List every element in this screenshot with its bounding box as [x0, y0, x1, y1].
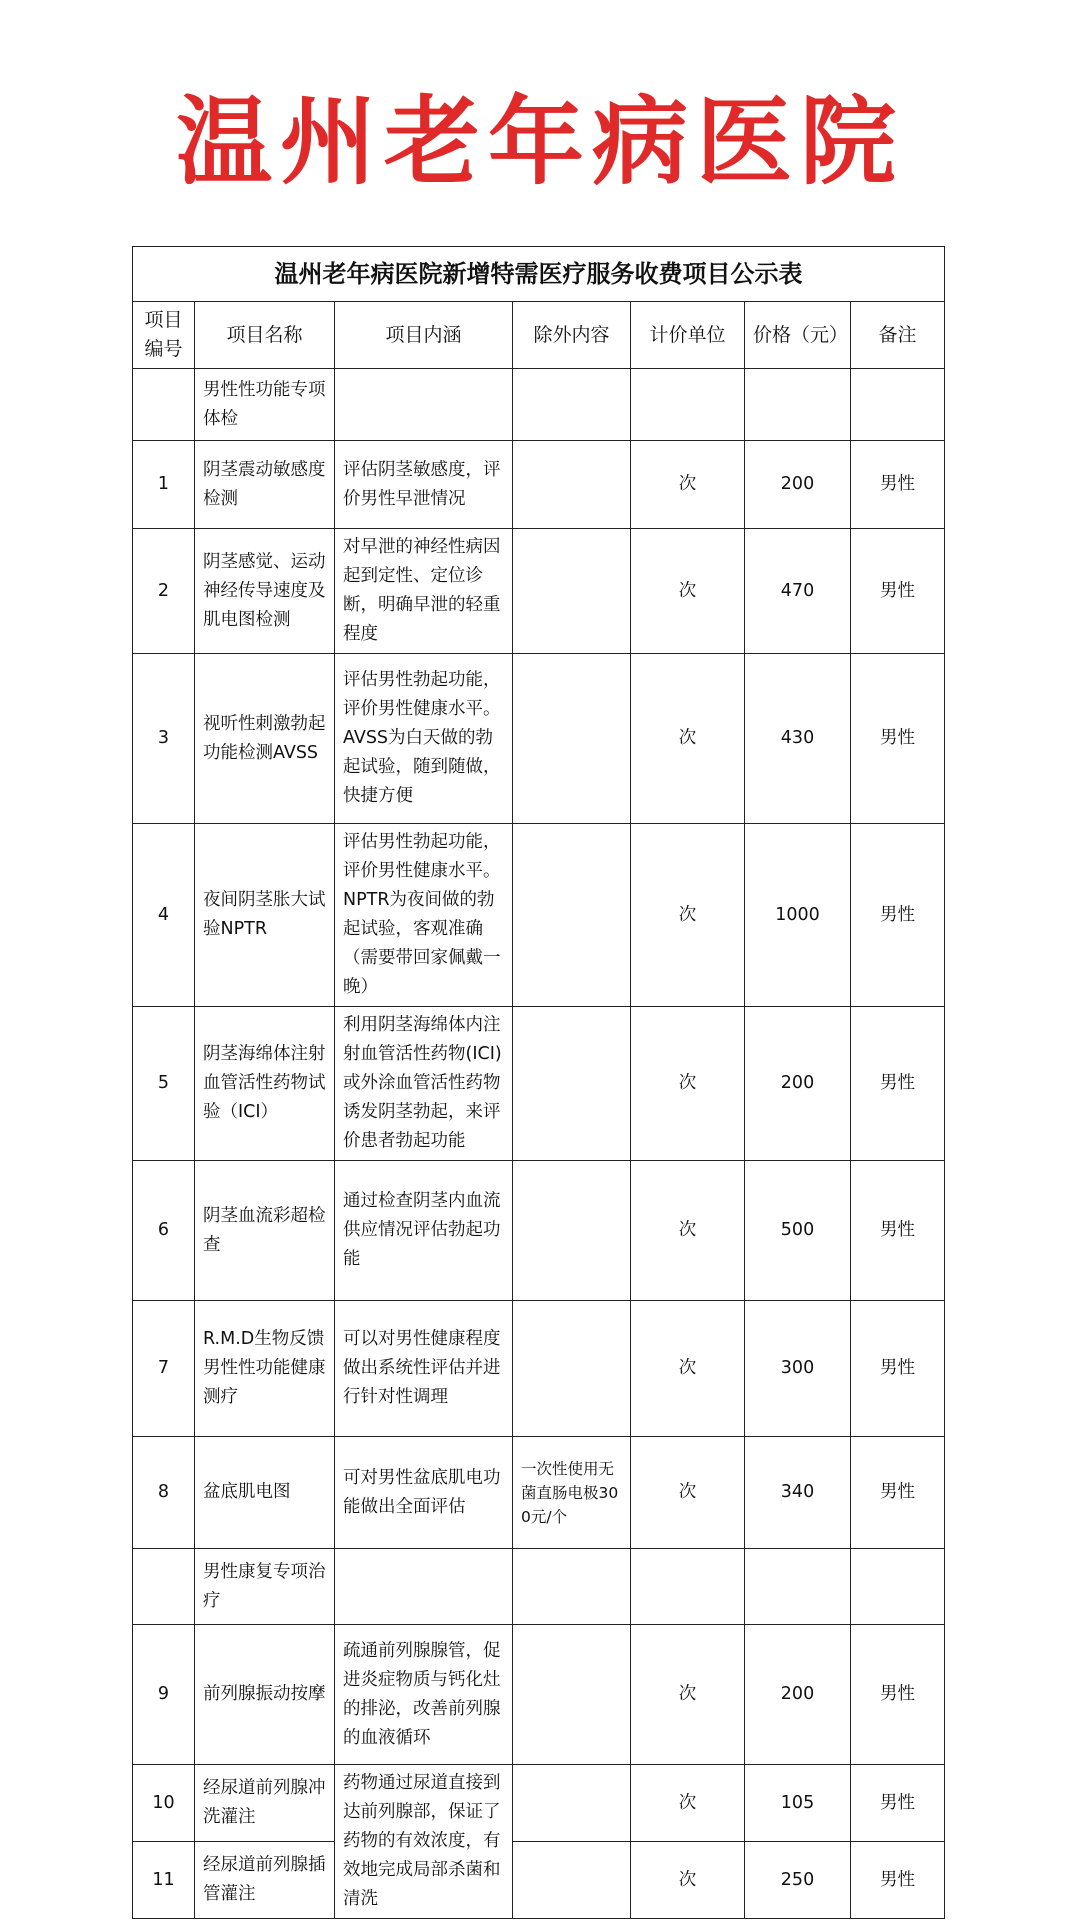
- table-cell: 次: [631, 529, 745, 654]
- table-cell: 视听性刺激勃起功能检测AVSS: [195, 654, 335, 824]
- header-no: 项目编号: [133, 302, 195, 369]
- table-cell: 2: [133, 529, 195, 654]
- table-cell: [513, 441, 631, 529]
- header-name: 项目名称: [195, 302, 335, 369]
- table-row: [133, 1842, 945, 1919]
- table-row: [133, 1437, 945, 1549]
- table-row: [133, 529, 945, 654]
- table-cell: 男性: [851, 1765, 945, 1842]
- table-cell: [513, 1842, 631, 1919]
- table-cell: [513, 1765, 631, 1842]
- section-row: [133, 1549, 945, 1625]
- table-cell: 阴茎血流彩超检查: [195, 1161, 335, 1301]
- table-cell: 男性: [851, 1161, 945, 1301]
- table-cell: [513, 1625, 631, 1765]
- header-desc: 项目内涵: [335, 302, 513, 369]
- table-row: [133, 1161, 945, 1301]
- table-cell: [851, 369, 945, 441]
- table-cell: 男性: [851, 441, 945, 529]
- table-row: [133, 441, 945, 529]
- table-cell: [513, 1161, 631, 1301]
- table-cell: 1000: [745, 824, 851, 1007]
- table-cell: 可对男性盆底肌电功能做出全面评估: [335, 1437, 513, 1549]
- header-exclusion: 除外内容: [513, 302, 631, 369]
- header-row: [133, 302, 945, 369]
- table-cell: [513, 369, 631, 441]
- table-cell: 430: [745, 654, 851, 824]
- table-cell: 疏通前列腺腺管，促进炎症物质与钙化灶的排泌，改善前列腺的血液循环: [335, 1625, 513, 1765]
- table-cell: 次: [631, 654, 745, 824]
- table-cell: 次: [631, 441, 745, 529]
- section-label: 男性性功能专项体检: [195, 369, 335, 441]
- table-cell: 阴茎震动敏感度检测: [195, 441, 335, 529]
- table-cell: 药物通过尿道直接到达前列腺部，保证了药物的有效浓度，有效地完成局部杀菌和清洗: [335, 1765, 513, 1919]
- table-cell: 利用阴茎海绵体内注射血管活性药物(ICI)或外涂血管活性药物诱发阴茎勃起，来评价患者勃起功能: [335, 1007, 513, 1161]
- table-cell: 男性: [851, 1842, 945, 1919]
- table-cell: 250: [745, 1842, 851, 1919]
- section-label: 男性康复专项治疗: [195, 1549, 335, 1625]
- table-row: [133, 1301, 945, 1437]
- table-cell: 次: [631, 824, 745, 1007]
- table-cell: 通过检查阴茎内血流供应情况评估勃起功能: [335, 1161, 513, 1301]
- table-cell: 300: [745, 1301, 851, 1437]
- table-cell: 男性: [851, 1625, 945, 1765]
- table-cell: 200: [745, 441, 851, 529]
- table-cell: 470: [745, 529, 851, 654]
- table-cell: 男性: [851, 654, 945, 824]
- table-cell: 1: [133, 441, 195, 529]
- table-cell: [513, 1549, 631, 1625]
- table-cell: [851, 1549, 945, 1625]
- table-cell: 阴茎海绵体注射血管活性药物试验（ICI）: [195, 1007, 335, 1161]
- table-cell: R.M.D生物反馈男性性功能健康测疗: [195, 1301, 335, 1437]
- table-cell: 前列腺振动按摩: [195, 1625, 335, 1765]
- table-cell: 4: [133, 824, 195, 1007]
- table-cell: [335, 1549, 513, 1625]
- table-cell: 阴茎感觉、运动神经传导速度及肌电图检测: [195, 529, 335, 654]
- table-cell: 次: [631, 1842, 745, 1919]
- table-cell: 男性: [851, 1301, 945, 1437]
- table-cell: 评估男性勃起功能，评价男性健康水平。NPTR为夜间做的勃起试验，客观准确（需要带回家佩戴一晚）: [335, 824, 513, 1007]
- table-cell: 次: [631, 1765, 745, 1842]
- table-cell: 6: [133, 1161, 195, 1301]
- table-row: [133, 1765, 945, 1842]
- table-cell: 男性: [851, 824, 945, 1007]
- table-cell: 7: [133, 1301, 195, 1437]
- table-cell: [631, 1549, 745, 1625]
- table-cell: [513, 529, 631, 654]
- table-cell: 次: [631, 1007, 745, 1161]
- section-row: [133, 369, 945, 441]
- table-row: [133, 1007, 945, 1161]
- table-row: [133, 654, 945, 824]
- table-cell: [745, 1549, 851, 1625]
- table-cell: 105: [745, 1765, 851, 1842]
- table-cell: 9: [133, 1625, 195, 1765]
- table-cell: [513, 1301, 631, 1437]
- table-cell: [133, 1549, 195, 1625]
- table-cell: 可以对男性健康程度做出系统性评估并进行针对性调理: [335, 1301, 513, 1437]
- table-cell: 3: [133, 654, 195, 824]
- table-cell: 经尿道前列腺插管灌注: [195, 1842, 335, 1919]
- table-cell: 评估男性勃起功能，评价男性健康水平。AVSS为白天做的勃起试验，随到随做，快捷方便: [335, 654, 513, 824]
- table-cell: [631, 369, 745, 441]
- table-cell: 次: [631, 1161, 745, 1301]
- table-cell: 500: [745, 1161, 851, 1301]
- table-cell: 夜间阴茎胀大试验NPTR: [195, 824, 335, 1007]
- header-unit: 计价单位: [631, 302, 745, 369]
- fee-table: [132, 246, 945, 1919]
- table-cell: [745, 369, 851, 441]
- table-cell: 男性: [851, 529, 945, 654]
- table-cell: 次: [631, 1437, 745, 1549]
- table-cell: 经尿道前列腺冲洗灌注: [195, 1765, 335, 1842]
- table-cell: 200: [745, 1625, 851, 1765]
- table-cell: 340: [745, 1437, 851, 1549]
- table-cell: 200: [745, 1007, 851, 1161]
- table-row: [133, 1625, 945, 1765]
- header-price: 价格（元）: [745, 302, 851, 369]
- table-cell: 11: [133, 1842, 195, 1919]
- table-cell: 次: [631, 1625, 745, 1765]
- table-cell: 8: [133, 1437, 195, 1549]
- table-cell: 盆底肌电图: [195, 1437, 335, 1549]
- table-cell: 对早泄的神经性病因起到定性、定位诊断，明确早泄的轻重程度: [335, 529, 513, 654]
- table-title: 温州老年病医院新增特需医疗服务收费项目公示表: [132, 246, 945, 301]
- table-cell: [513, 824, 631, 1007]
- table-cell: [133, 369, 195, 441]
- table-row: [133, 824, 945, 1007]
- header-remark: 备注: [851, 302, 945, 369]
- table-cell: 男性: [851, 1007, 945, 1161]
- table-cell: 评估阴茎敏感度，评价男性早泄情况: [335, 441, 513, 529]
- hospital-name: 温州老年病医院: [176, 85, 904, 198]
- table-cell: [513, 654, 631, 824]
- table-cell: [513, 1007, 631, 1161]
- table-cell: 10: [133, 1765, 195, 1842]
- table-cell: 男性: [851, 1437, 945, 1549]
- table-cell: 5: [133, 1007, 195, 1161]
- table-cell: 次: [631, 1301, 745, 1437]
- table-cell: [335, 369, 513, 441]
- table-cell: 一次性使用无菌直肠电极300元/个: [513, 1437, 631, 1549]
